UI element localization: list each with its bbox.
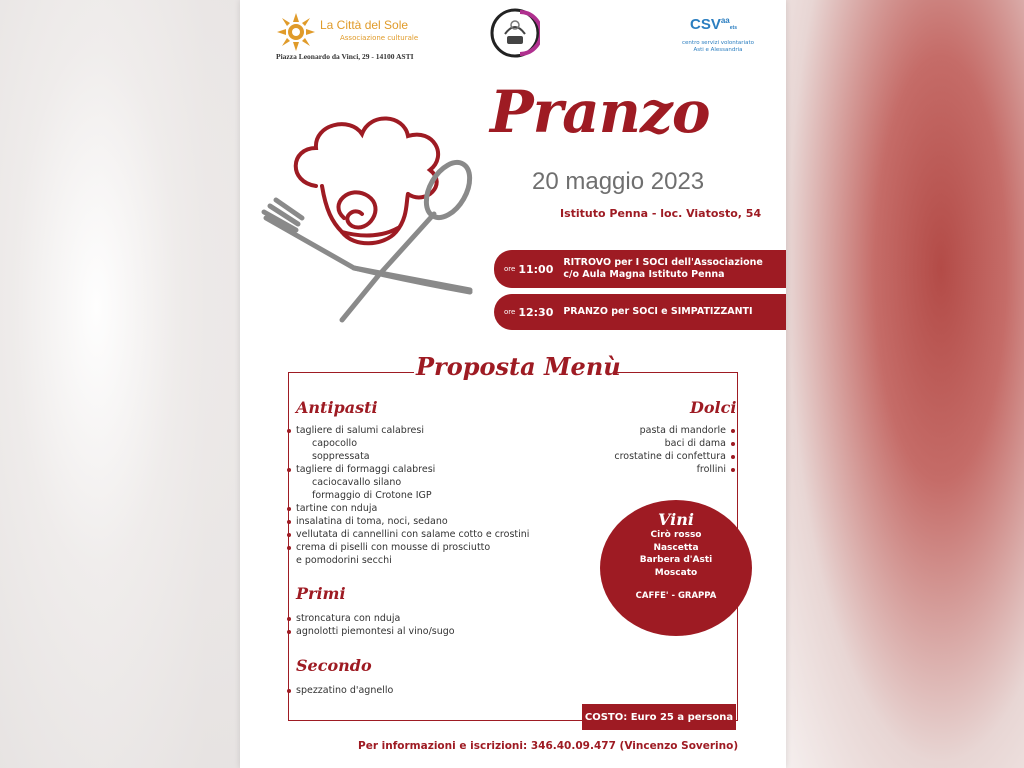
ore-label: ore	[504, 308, 516, 316]
list-item: tartine con nduja	[296, 502, 529, 515]
background-left	[0, 0, 240, 768]
list-item: e pomodorini secchi	[296, 555, 392, 566]
list-item: capocollo	[312, 438, 358, 449]
contact-info: Per informazioni e iscrizioni: 346.40.09.477 (Vincenzo Soverino)	[358, 740, 739, 752]
org-address: Piazza Leonardo da Vinci, 29 - 14100 ASTI	[276, 52, 414, 61]
list-item: baci di dama	[614, 437, 726, 450]
vini-item: Barbera d'Asti	[639, 555, 713, 565]
secondo-heading: Secondo	[296, 656, 372, 675]
list-item: agnolotti piemontesi al vino/sugo	[296, 626, 455, 637]
vini-item: Nascetta	[653, 542, 699, 553]
csv-subtitle: centro servizi volontariato Asti e Alessandria	[682, 40, 754, 53]
chef-hat-cutlery-illustration	[258, 98, 498, 338]
list-item: stroncatura con nduja	[296, 612, 455, 625]
list-item: spezzatino d'agnello	[296, 685, 394, 696]
vini-item: Cirò rosso	[650, 530, 702, 540]
antipasti-heading: Antipasti	[296, 398, 378, 417]
list-item: tagliere di formaggi calabresi	[296, 463, 529, 476]
ore-label: ore	[504, 265, 516, 273]
list-item: frollini	[614, 463, 726, 476]
dolci-heading: Dolci	[690, 398, 737, 417]
csv-logo	[678, 14, 758, 60]
csv-name: $CSV^{aa}ets$	[690, 16, 737, 33]
schedule-banner-pranzo	[494, 294, 786, 330]
partner-logo	[490, 8, 540, 58]
menu-frame-top-left	[288, 372, 414, 373]
list-item: crostatine di confettura	[614, 451, 726, 462]
list-item: pasta di mandorle	[614, 424, 726, 437]
list-item: caciocavallo silano	[312, 477, 402, 488]
schedule-text: RITROVO per I SOCI dell'Associazione c/o Aula Magna Istituto Penna	[563, 257, 763, 280]
schedule-time: 11:00	[518, 262, 554, 276]
list-item: soppressata	[312, 451, 370, 462]
event-venue: Istituto Penna - loc. Viatosto, 54	[560, 207, 762, 220]
list-item: tagliere di salumi calabresi	[296, 424, 529, 437]
cooking-logo-icon	[490, 8, 540, 58]
event-title: Pranzo	[490, 78, 710, 146]
vini-item: Moscato	[654, 567, 698, 578]
background-right	[786, 0, 1024, 768]
list-item: crema di piselli con mousse di prosciutto	[296, 541, 529, 554]
vini-heading: Vini	[658, 510, 694, 529]
menu-frame-top-right	[614, 372, 737, 373]
vini-circle	[600, 500, 752, 636]
sun-icon	[276, 12, 316, 52]
primi-list	[296, 612, 455, 638]
dolci-list	[614, 424, 726, 476]
citta-del-sole-logo	[276, 12, 426, 62]
org-name: La Città del Sole	[320, 18, 409, 32]
list-item: vellutata di cannellini con salame cotto e crostini	[296, 529, 530, 540]
coffee-grappa: CAFFE' - GRAPPA	[635, 591, 717, 601]
antipasti-list	[296, 424, 529, 567]
secondo-list	[296, 684, 393, 697]
schedule-time: 12:30	[518, 305, 554, 319]
primi-heading: Primi	[296, 584, 346, 603]
list-item: insalatina di toma, noci, sedano	[296, 515, 529, 528]
menu-title: Proposta Menù	[416, 352, 621, 381]
cost-badge: COSTO: Euro 25 a persona	[582, 704, 736, 730]
schedule-text: PRANZO per SOCI e SIMPATIZZANTI	[563, 306, 753, 317]
event-poster	[240, 0, 786, 768]
event-date: 20 maggio 2023	[532, 168, 705, 195]
schedule-banner-ritrovo	[494, 250, 786, 288]
list-item: formaggio di Crotone IGP	[312, 490, 432, 501]
org-subtitle: Associazione culturale	[340, 34, 419, 42]
